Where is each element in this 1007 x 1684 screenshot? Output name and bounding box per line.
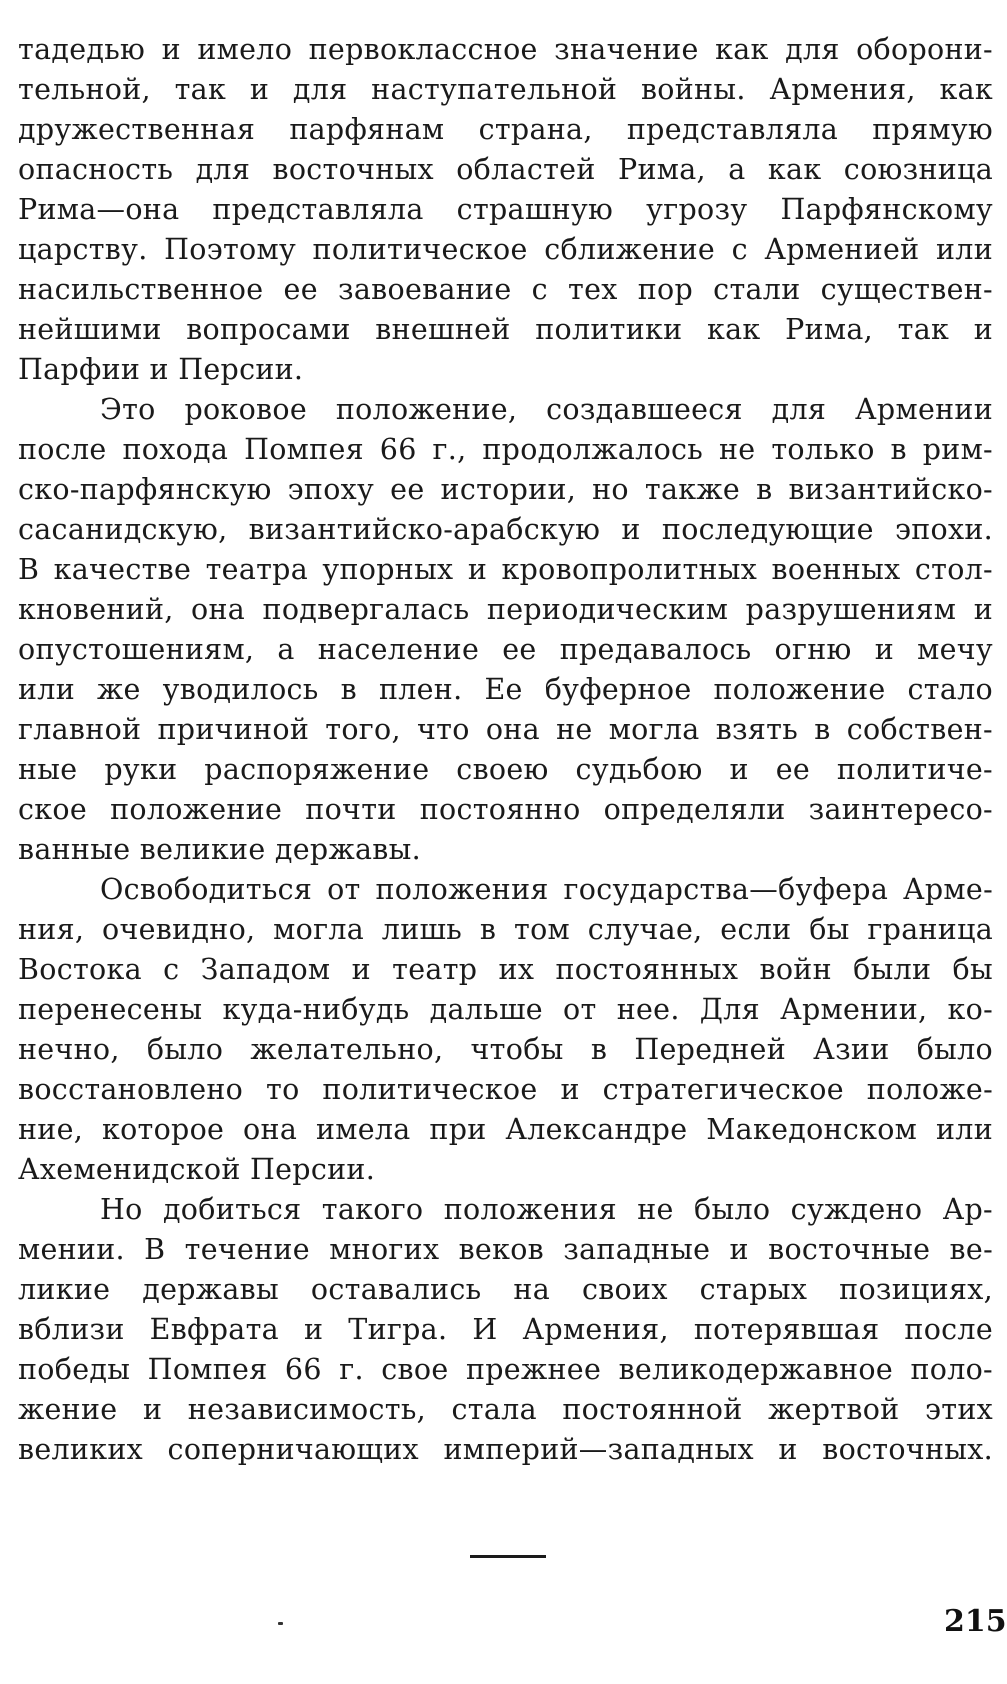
section-divider — [470, 1555, 546, 1558]
text-line: сасанидскую, византийско-арабскую и последующие эпохи. — [18, 513, 993, 546]
text-line: вблизи Евфрата и Тигра. И Армения, потерявшая после — [18, 1313, 993, 1346]
text-line: ные руки распоряжение своею судьбою и ее политиче- — [18, 753, 993, 786]
text-line: ванные великие державы. — [18, 833, 421, 866]
text-line: царству. Поэтому политическое сближение с Арменией или — [18, 233, 993, 266]
text-line: Но добиться такого положения не было суждено Ар- — [100, 1193, 993, 1226]
text-line: Востока с Западом и театр их постоянных войн были бы — [18, 953, 993, 986]
text-line: великих соперничающих империй—западных и восточных. — [18, 1433, 993, 1466]
text-line: победы Помпея 66 г. свое прежнее великодержавное поло- — [18, 1353, 993, 1386]
text-line: тельной, так и для наступательной войны. Армения, как — [18, 73, 993, 106]
text-line: нейшими вопросами внешней политики как Рима, так и — [18, 313, 993, 346]
text-line: или же уводилось в плен. Ее буферное положение стало — [18, 673, 993, 706]
text-line: главной причиной того, что она не могла взять в собствен- — [18, 713, 993, 746]
text-line: мении. В течение многих веков западные и восточные ве- — [18, 1233, 993, 1266]
print-speck — [278, 1622, 283, 1625]
text-line: ское положение почти постоянно определяли заинтересо- — [18, 793, 993, 826]
text-line: восстановлено то политическое и стратегическое положе- — [18, 1073, 993, 1106]
page-number: 215 — [944, 1604, 1007, 1639]
text-line: Рима—она представляла страшную угрозу Парфянскому — [18, 193, 993, 226]
text-line: Парфии и Персии. — [18, 353, 304, 386]
text-line: кновений, она подвергалась периодическим разрушениям и — [18, 593, 993, 626]
text-line: насильственное ее завоевание с тех пор стали существен- — [18, 273, 993, 306]
text-line: В качестве театра упорных и кровопролитных военных стол- — [18, 553, 993, 586]
text-line: тадедью и имело первоклассное значение как для оборони- — [18, 33, 993, 66]
text-line: Ахеменидской Персии. — [18, 1153, 376, 1186]
text-line: нечно, было желательно, чтобы в Передней Азии было — [18, 1033, 993, 1066]
body-text — [18, 30, 993, 1470]
text-line: ско-парфянскую эпоху ее истории, но также в византийско- — [18, 473, 993, 506]
text-line: дружественная парфянам страна, представляла прямую — [18, 113, 993, 146]
text-line: опустошениям, а население ее предавалось огню и мечу — [18, 633, 993, 666]
text-line: Это роковое положение, создавшееся для Армении — [100, 393, 993, 426]
text-line: после похода Помпея 66 г., продолжалось не только в рим- — [18, 433, 993, 466]
text-line: перенесены куда-нибудь дальше от нее. Для Армении, ко- — [18, 993, 993, 1026]
text-line: Освободиться от положения государства—буфера Арме- — [100, 873, 993, 906]
text-line: ние, которое она имела при Александре Македонском или — [18, 1113, 993, 1146]
text-line: ния, очевидно, могла лишь в том случае, если бы граница — [18, 913, 993, 946]
text-line: ликие державы оставались на своих старых позициях, — [18, 1273, 993, 1306]
text-line: опасность для восточных областей Рима, а как союзница — [18, 153, 993, 186]
text-line: жение и независимость, стала постоянной жертвой этих — [18, 1393, 993, 1426]
